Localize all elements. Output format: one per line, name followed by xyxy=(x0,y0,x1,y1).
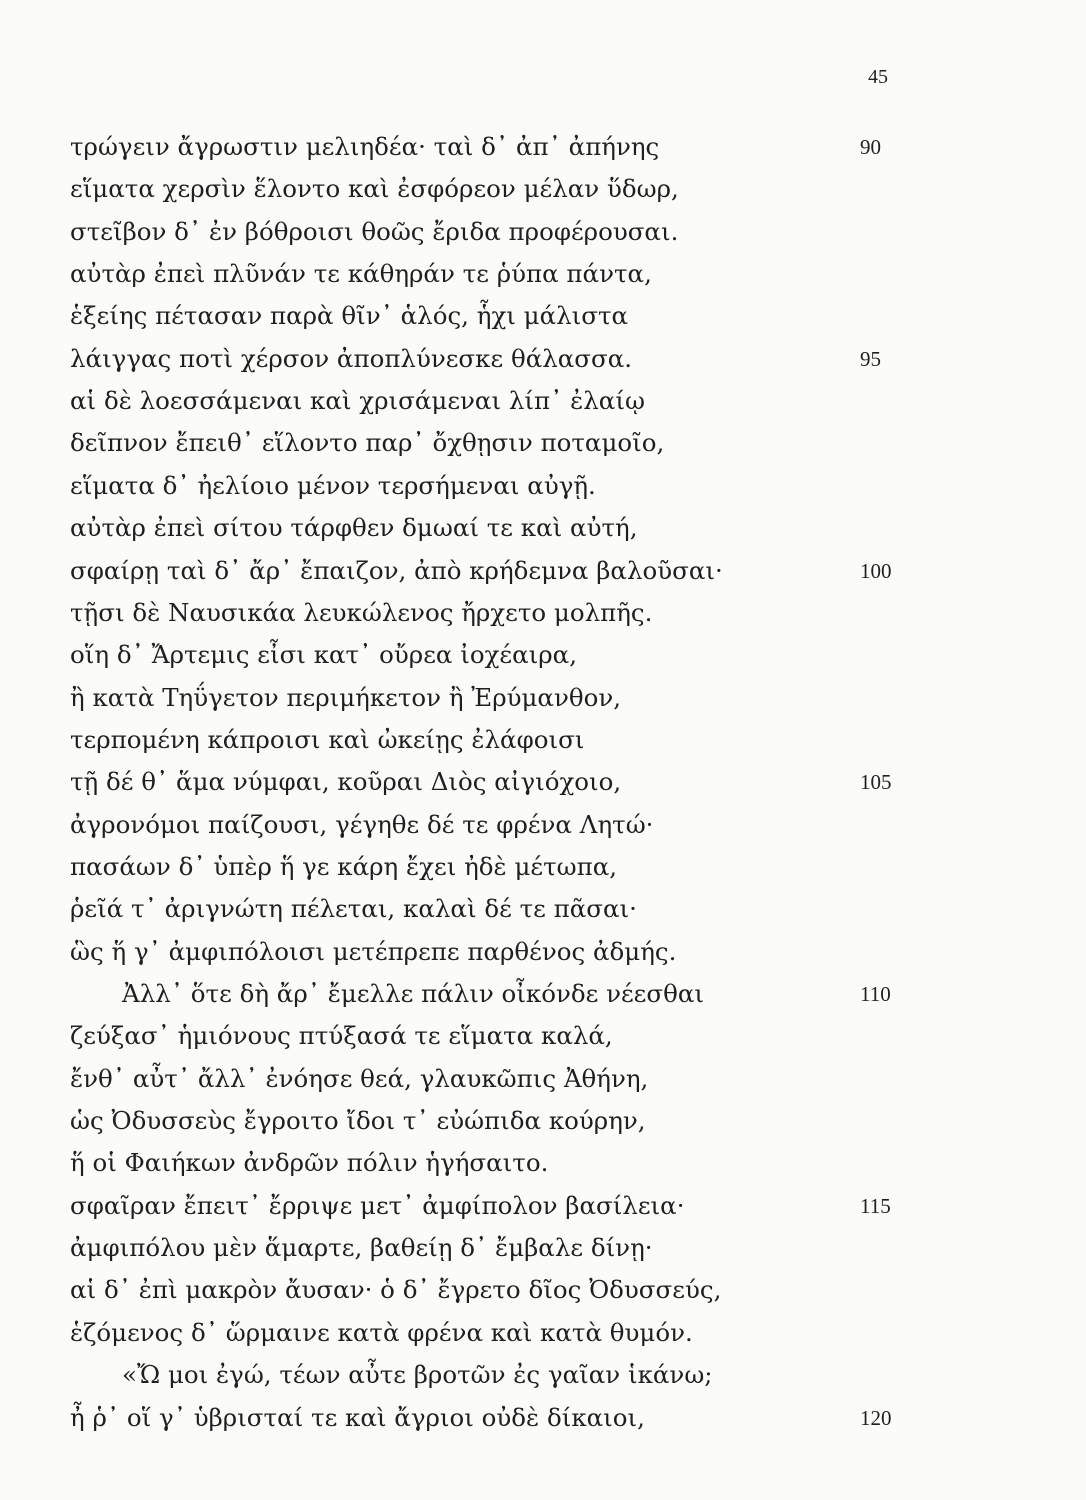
verse-line xyxy=(70,1312,1010,1354)
verse-line xyxy=(70,422,1010,464)
verse-text: ὡς Ὀδυσσεὺς ἔγροιτο ἴδοι τ᾽ εὐώπιδα κούρην, xyxy=(70,1106,646,1136)
verse-text: εἵματα χερσὶν ἕλοντο καὶ ἐσφόρεον μέλαν ὕδωρ, xyxy=(70,174,679,204)
verse-text: αὐτὰρ ἐπεὶ σίτου τάρφθεν δμωαί τε καὶ αὐτή, xyxy=(70,513,638,543)
line-number: 90 xyxy=(860,135,881,159)
verse-text: ἑζόμενος δ᾽ ὥρμαινε κατὰ φρένα καὶ κατὰ θυμόν. xyxy=(70,1317,693,1347)
verse-line xyxy=(70,1100,1010,1142)
verse-line xyxy=(70,846,1010,888)
verse-text: στεῖβον δ᾽ ἐν βόθροισι θοῶς ἔριδα προφέρουσαι. xyxy=(70,216,679,246)
verse-line xyxy=(70,761,1010,803)
verse-line xyxy=(70,1269,1010,1311)
verse-text: ὣς ἥ γ᾽ ἀμφιπόλοισι μετέπρεπε παρθένος ἀδμής. xyxy=(70,936,677,966)
verse-line xyxy=(70,719,1010,761)
verse-line xyxy=(70,465,1010,507)
verse-line xyxy=(70,507,1010,549)
verse-line xyxy=(70,1185,1010,1227)
verse-text: τρώγειν ἄγρωστιν μελιηδέα· ταὶ δ᾽ ἀπ᾽ ἀπήνης xyxy=(70,132,660,161)
line-number: 100 xyxy=(860,558,892,583)
verse-text: ζεύξασ᾽ ἡμιόνους πτύξασά τε εἵματα καλά, xyxy=(70,1021,613,1051)
verse-text: αἱ δὲ λοεσσάμεναι καὶ χρισάμεναι λίπ᾽ ἐλαίῳ xyxy=(70,386,645,416)
verse-line xyxy=(70,126,1010,168)
verse-line xyxy=(70,973,1010,1015)
verse-line xyxy=(70,592,1010,634)
verse-text: ῥεῖά τ᾽ ἀριγνώτη πέλεται, καλαὶ δέ τε πᾶσαι· xyxy=(70,894,637,924)
verse-text: ἥ οἱ Φαιήκων ἀνδρῶν πόλιν ἡγήσαιτο. xyxy=(70,1148,549,1178)
verse-line xyxy=(70,168,1010,210)
line-number: 110 xyxy=(860,982,891,1006)
verse-line xyxy=(70,211,1010,253)
verse-text: Ἀλλ᾽ ὅτε δὴ ἄρ᾽ ἔμελλε πάλιν οἶκόνδε νέεσθαι xyxy=(122,979,704,1008)
verse-text: ἢ κατὰ Τηΰγετον περιμήκετον ἢ Ἐρύμανθον, xyxy=(70,682,622,712)
page-number: 45 xyxy=(868,66,888,88)
verse-text: ἔνθ᾽ αὖτ᾽ ἄλλ᾽ ἐνόησε θεά, γλαυκῶπις Ἀθήνη, xyxy=(70,1063,649,1093)
verse-line xyxy=(70,931,1010,973)
verse-line xyxy=(70,888,1010,930)
verse-text: ἀμφιπόλου μὲν ἅμαρτε, βαθείῃ δ᾽ ἔμβαλε δίνῃ· xyxy=(70,1233,653,1263)
verse-text: ἦ ῥ᾽ οἵ γ᾽ ὑβρισταί τε καὶ ἄγριοι οὐδὲ δίκαιοι, xyxy=(70,1402,645,1432)
verse-text: σφαίρῃ ταὶ δ᾽ ἄρ᾽ ἔπαιζον, ἀπὸ κρήδεμνα βαλοῦσαι· xyxy=(70,555,723,585)
verse-line xyxy=(70,1397,1010,1439)
verse-line xyxy=(70,1015,1010,1057)
verse-line xyxy=(70,550,1010,592)
verse-line xyxy=(70,1354,1010,1396)
verse-line xyxy=(70,380,1010,422)
verse-line xyxy=(70,1142,1010,1184)
verse-line xyxy=(70,804,1010,846)
verse-text: ἑξείης πέτασαν παρὰ θῖν᾽ ἁλός, ἧχι μάλιστα xyxy=(70,301,629,331)
verse-text: εἵματα δ᾽ ἠελίοιο μένον τερσήμεναι αὐγῇ. xyxy=(70,470,596,500)
verse-text: σφαῖραν ἔπειτ᾽ ἔρριψε μετ᾽ ἀμφίπολον βασίλεια· xyxy=(70,1190,685,1220)
verse-line xyxy=(70,634,1010,676)
verse-text: «Ὤ μοι ἐγώ, τέων αὖτε βροτῶν ἐς γαῖαν ἱκάνω; xyxy=(122,1360,713,1390)
verse-line xyxy=(70,295,1010,337)
line-number: 105 xyxy=(860,770,892,795)
verse-text: αἱ δ᾽ ἐπὶ μακρὸν ἄυσαν· ὁ δ᾽ ἔγρετο δῖος Ὀδυσσεύς, xyxy=(70,1275,722,1305)
verse-line xyxy=(70,338,1010,380)
verse-text: οἵη δ᾽ Ἄρτεμις εἶσι κατ᾽ οὔρεα ἰοχέαιρα, xyxy=(70,640,577,670)
verse-text: πασάων δ᾽ ὑπὲρ ἥ γε κάρη ἔχει ἠδὲ μέτωπα, xyxy=(70,851,618,881)
verse-text: τῇ δέ θ᾽ ἅμα νύμφαι, κοῦραι Διὸς αἰγιόχοιο, xyxy=(70,767,622,797)
verse-line xyxy=(70,677,1010,719)
line-number: 95 xyxy=(860,346,881,371)
verse-line xyxy=(70,253,1010,295)
line-number: 120 xyxy=(860,1405,892,1430)
poem-text xyxy=(70,126,1010,1432)
verse-text: αὐτὰρ ἐπεὶ πλῦνάν τε κάθηράν τε ῥύπα πάντα, xyxy=(70,259,652,289)
verse-text: τερπομένη κάπροισι καὶ ὠκείῃς ἐλάφοισι xyxy=(70,724,585,754)
verse-text: ἀγρονόμοι παίζουσι, γέγηθε δέ τε φρένα Λητώ· xyxy=(70,809,654,839)
verse-line xyxy=(70,1058,1010,1100)
verse-text: δεῖπνον ἔπειθ᾽ εἵλοντο παρ᾽ ὄχθῃσιν ποταμοῖο, xyxy=(70,428,665,458)
verse-text: τῇσι δὲ Ναυσικάα λευκώλενος ἤρχετο μολπῆς. xyxy=(70,597,653,627)
verse-line xyxy=(70,1227,1010,1269)
verse-text: λάιγγας ποτὶ χέρσον ἀποπλύνεσκε θάλασσα. xyxy=(70,343,633,373)
line-number: 115 xyxy=(860,1193,891,1218)
